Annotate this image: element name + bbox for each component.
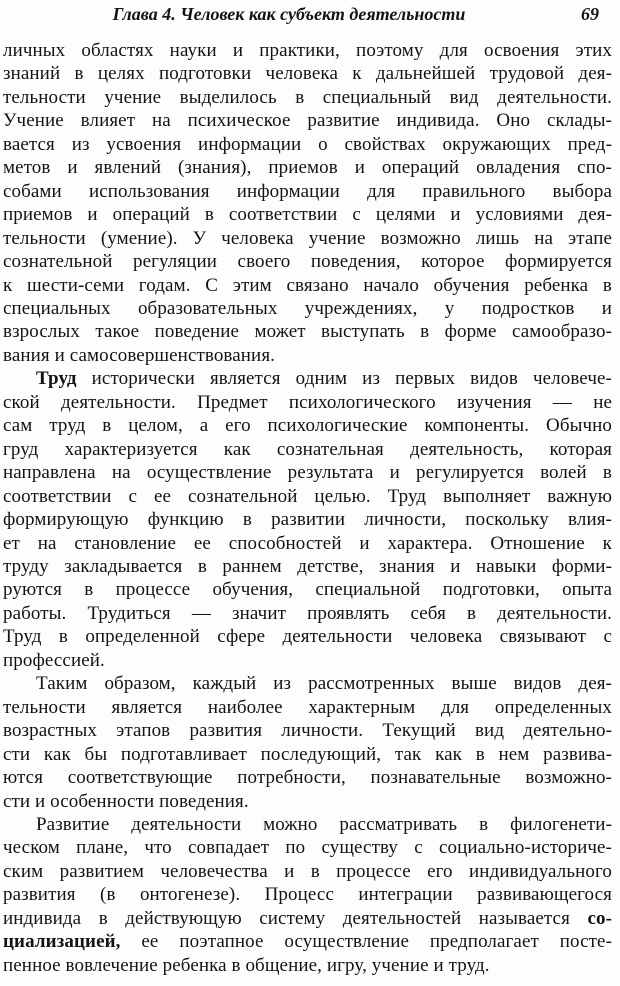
page-text — [0, 39, 620, 977]
text-line: соответствии с ее сознательной целью. Труд выполняет важную — [3, 485, 612, 507]
text-line: знаний в целях подготовки человека к дальнейшей трудовой дея- — [3, 63, 612, 85]
text-line: Труд в определенной сфере деятельности человека связывают с — [3, 626, 612, 648]
text-line: труду закладывается в раннем детстве, знания и навыки форми- — [3, 555, 612, 577]
text-line: тельности (умение). У человека учение возможно лишь на этапе — [3, 227, 612, 249]
text-line: Труд исторически является одним из первых видов человече- — [36, 368, 612, 390]
text-line: Учение влияет на психическое развитие индивида. Оно склады- — [3, 110, 612, 132]
text-line: ются соответствующие потребности, познавательные возможно- — [3, 767, 612, 789]
page-header — [0, 0, 620, 26]
text-line: возрастных этапов развития личности. Текущий вид деятельно- — [3, 720, 612, 742]
text-line: индивида в действующую систему деятельностей называется со- — [3, 907, 612, 929]
text-line: собами использования информации для правильного выбора — [3, 180, 612, 202]
text-line: направлена на осуществление результата и регулируется волей в — [3, 462, 612, 484]
chapter-title: Глава 4. Человек как субъект деятельности — [112, 4, 466, 24]
text-line: тельности учение выделилось в специальный вид деятельности. — [3, 86, 612, 108]
text-line: специальных образовательных учреждениях, у подростков и — [3, 297, 612, 319]
text-line: руются в процессе обучения, специальной подготовки, опыта — [3, 579, 612, 601]
text-line: ет на становление ее способностей и характера. Отношение к — [3, 532, 612, 554]
paragraph — [3, 813, 612, 977]
text-line: ским развитием человечества и в процессе его индивидуального — [3, 860, 612, 882]
paragraph — [3, 39, 612, 367]
text-line: профессией. — [3, 649, 105, 671]
text-line: к шести-семи годам. С этим связано начало обучения ребенка в — [3, 274, 612, 296]
text-line: ской деятельности. Предмет психологического изучения — не — [3, 391, 612, 413]
paragraph — [3, 367, 612, 672]
text-line: Развитие деятельности можно рассматривать в филогенети- — [36, 813, 612, 835]
text-line: метов и явлений (знания), приемов и операций овладения спо- — [3, 157, 612, 179]
text-line: ческом плане, что совпадает по существу с социально-историче- — [3, 837, 612, 859]
paragraph — [3, 672, 612, 813]
text-line: Таким образом, каждый из рассмотренных выше видов дея- — [36, 673, 612, 695]
text-line: сам труд в целом, а его психологические компоненты. Обычно — [3, 415, 612, 437]
text-line: груд характеризуется как сознательная деятельность, которая — [3, 438, 612, 460]
text-line: сти как бы подготавливает последующий, так как в нем развива- — [3, 743, 612, 765]
text-line: пенное вовлечение ребенка в общение, игру, учение и труд. — [3, 954, 490, 976]
text-line: развития (в онтогенезе). Процесс интеграции развивающегося — [3, 884, 612, 906]
text-line: приемов и операций в соответствии с целями и условиями дея- — [3, 204, 612, 226]
text-line: личных областях науки и практики, поэтому для освоения этих — [3, 40, 612, 61]
text-line: вается из усвоения информации о свойствах окружающих пред- — [3, 133, 612, 155]
page-number: 69 — [581, 4, 599, 24]
text-line: циализацией, ее поэтапное осуществление предполагает посте- — [3, 931, 612, 953]
text-line: тельности является наиболее характерным для определенных — [3, 696, 612, 718]
text-line: взрослых такое поведение может выступать в форме самообразо- — [3, 321, 612, 343]
text-line: формирующую функцию в развитии личности, поскольку влия- — [3, 509, 612, 531]
text-line: работы. Трудиться — значит проявлять себя в деятельности. — [3, 602, 612, 624]
text-line: сти и особенности поведения. — [3, 790, 249, 812]
text-line: сознательной регуляции своего поведения, которое формируется — [3, 251, 612, 273]
text-line: вания и самосовершенствования. — [3, 344, 276, 366]
